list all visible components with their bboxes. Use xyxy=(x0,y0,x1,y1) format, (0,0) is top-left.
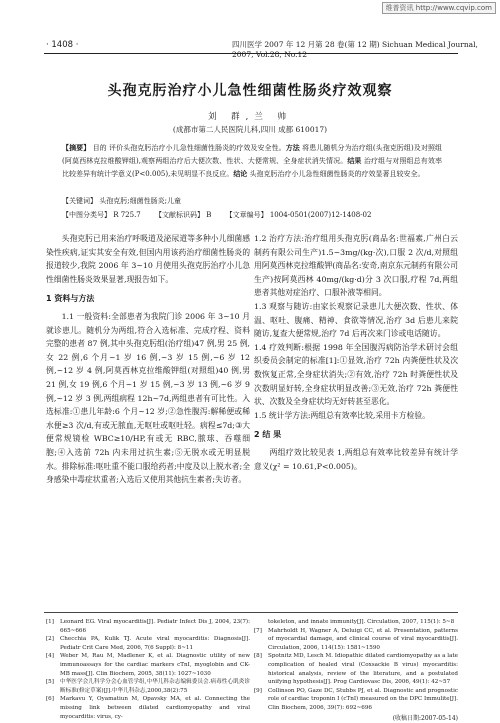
page-number: · 1408 · xyxy=(46,40,79,50)
paragraph-general-data: 1.1 一般资料:全部患者为我院门诊 2006 年 3~10 月就诊患儿。随机分为两组,符合入选标准、完成疗程、资料完整的患者 87 例,其中头孢克肟组(治疗组)47 例,男 25 例,女 22 例,6 个月~1 岁 16 例,~3 岁 15 例,~6 岁 12 例,~12 岁 4 例,阿莫西林克拉维酸钾组(对照组)40 例,男 21 例,女 19 例,6 个月~1 岁 15 例,~3 岁 13 例,~6 岁 9 例,~12 岁 3 例,两组病程 12h~7d,两组患者有可比性。入选标准:①患儿年龄:6 个月~12 岁;②急性腹泻:解稀便或稀水便≥3 次/d,有或无脓血,无呕吐或呕吐轻。病程≤7d;③大便常规镜检 WBC≥10/HP,有或无 RBC,脓球、吞噬细胞;④入选前 72h 内未用过抗生素;⑤无脱水或无明显脱水。排除标准:呕吐重不能口服给药者;中度及以上脱水者;全身感染中毒症状重者;入选后又使用其他抗生素者;失访者。 xyxy=(46,311,250,485)
article-title: 头孢克肟治疗小儿急性细菌性肠炎疗效观察 xyxy=(107,83,393,99)
article-affiliation: (成都市第二人民医院儿科,四川 成都 610017) xyxy=(172,125,328,134)
abstract-results-label: 结果 xyxy=(347,157,362,165)
reference-item: [7] Mahrholdt H, Wagner A, Deluigi CC, et al. Presentation, patterns of myocardial damage, and clinical course of viral myocarditis[J]. Circulation, 2006, 114(15): 1581~1590 xyxy=(254,627,458,651)
body-column-right xyxy=(254,232,458,473)
header-rule xyxy=(44,53,458,54)
keywords: 【关键词】 头孢克肟;细菌性肠炎;儿童 xyxy=(62,197,181,205)
abstract-objective: 目的 评价头孢克肟治疗小儿急性细菌性肠炎的疗效及安全性。 xyxy=(90,144,286,152)
clc-number: 【中图分类号】 R 725.7 xyxy=(62,211,141,219)
references-rule xyxy=(44,612,458,613)
received-date: (收稿日期:2007-05-14) xyxy=(392,714,458,722)
document-code: 【文献标识码】 B xyxy=(155,211,212,219)
reference-item: [6] Markavu Y, Oyamatiun M, Opavsky MA, et al. Connecting the missing link between dilated cardiomyopathy and viral myocarditis: virus, cy- xyxy=(46,696,250,720)
classification-meta xyxy=(62,210,422,220)
abstract-label: 【摘要】 xyxy=(62,144,91,152)
reference-item: [2] Checchia PA, Kulik TJ. Acute viral myocarditis: Diagnosis[J]. Pediatr Crit Care Med, 2006, 7(6 Suppl): 8~11 xyxy=(46,636,250,651)
section-heading-results: 2 结 果 xyxy=(254,430,282,440)
reference-item: [5] 中华医学会儿科学分会心血管学组,中华儿科杂志编辑委员会.病毒性心肌炎诊断标准(修定草案)[J].中华儿科杂志,2000,38(2):75 xyxy=(46,679,250,694)
abstract-conclusion-label: 结论 xyxy=(233,170,248,178)
paragraph-results: 两组疗效比较见表 1,两组总有效率比较差异有统计学意义(χ² = 10.61,P<0.005)。 xyxy=(254,447,458,471)
abstract-method: 将患儿随机分为治疗组(头孢克肟组)及对照组(阿莫西林克拉维酸钾组),观察两组治疗后大便次数、性状、大便常规、全身症状消失情况。 xyxy=(62,144,443,165)
abstract-method-label: 方法 xyxy=(285,144,300,152)
references-right xyxy=(254,618,458,723)
reference-item: [4] Weber M, Rau M, Madlener K, et al. Diagnostic utility of new immunoassays for the cardiac markers cTnI, myoglobin and CK-MB mass[J]. Clin Biochem, 2005, 38(11): 1027~1030 xyxy=(46,653,250,677)
paragraph-statistics: 1.5 统计学方法:两组总有效率比较,采用卡方检验。 xyxy=(254,410,430,420)
paragraph-efficacy-criteria: 1.4 疗效判断:根据 1998 年全国腹泻病防治学术研讨会组织委员会制定的标准[1]:①显效,治疗 72h 内粪便性状及次数恢复正常,全身症状消失;②有效,治疗 72h 时粪便性状及次数明显好转,全身症状明显改善;③无效,治疗 72h 粪便性状、次数及全身症状均无好转甚至恶化。 xyxy=(254,342,458,407)
watermark-label: 维普资讯 http://www.cqvip.com xyxy=(382,2,496,14)
intro-paragraph: 头孢克肟已用来治疗呼吸道及泌尿道等多种小儿细菌感染性疾病,证实其安全有效,但国内用该药治疗细菌性肠炎的报道较少,我院 2006 年 3~10 月使用头孢克肟治疗小儿急性细菌性肠炎效果显著,现报告如下。 xyxy=(46,234,250,284)
paragraph-observation: 1.3 观察与随访:由家长观察记录患儿大便次数、性状、体温、呕吐、腹痛、精神、食欲等情况,治疗 3d 后患儿来院随访,复查大便常规,治疗 7d 后再次来门诊或电话随访。 xyxy=(254,301,458,339)
journal-header: 四川医学 2007 年 12 月第 28 卷(第 12 期) Sichuan Medical Journal, 2007, Vol.28, No.12 xyxy=(232,40,478,59)
article-number: 【文章编号】 1004-0501(2007)12-1408-02 xyxy=(225,211,372,219)
abstract xyxy=(62,142,442,181)
reference-item: [9] Collinson PO, Gaze DC, Stubbs PJ, et al. Diagnostic and prognostic role of cardiac troponin I (cTnI) measured on the DPC Immulite[J]. Clin Biochem, 2006, 39(7): 692~696 xyxy=(254,687,458,711)
reference-item: tokeleton, and innate immunity[J]. Circulation, 2007, 115(1): 5~8 xyxy=(268,619,455,625)
article-authors: 刘 群,兰 帅 xyxy=(207,112,293,122)
abstract-conclusion: 头孢克肟治疗小儿急性细菌性肠炎的疗效显著且较安全。 xyxy=(247,170,425,178)
abstract-results: 治疗组与对照组总有效率比较差异有统计学意义(P<0.005),未见明显不良反应。 xyxy=(62,157,443,178)
reference-item: [8] Spotnitz MD, Lesch M. Idiopathic dilated cardiomyopathy as a late complication of healed viral (Coxsackie B virus) myocarditis: historical analysis, review of the literature, and a postulated unifying hypothesis[J]. Prog Cardiovasc Dis, 2006, 49(1): 42~57 xyxy=(254,653,458,686)
references-left xyxy=(46,618,250,721)
body-column-left xyxy=(46,232,250,487)
section-heading-materials: 1 资料与方法 xyxy=(46,294,95,304)
reference-item: [1] Leonard EG. Viral myocarditis[J]. Pediatr Infect Dis J, 2004, 23(7): 665~666 xyxy=(46,619,250,634)
paragraph-treatment: 1.2 治疗方法:治疗组用头孢克肟(商品名:世福素,广州白云制药有限公司生产)1.5~3mg/(kg·次),口服 2 次/d,对照组用阿莫西林克拉维酸钾(商品名:安奇,南京东元制药有限公司生产)按阿莫西林 40mg/(kg·d)分 3 次口服,疗程 7d,两组患者其他对症治疗、口服补液等相同。 xyxy=(254,234,458,298)
